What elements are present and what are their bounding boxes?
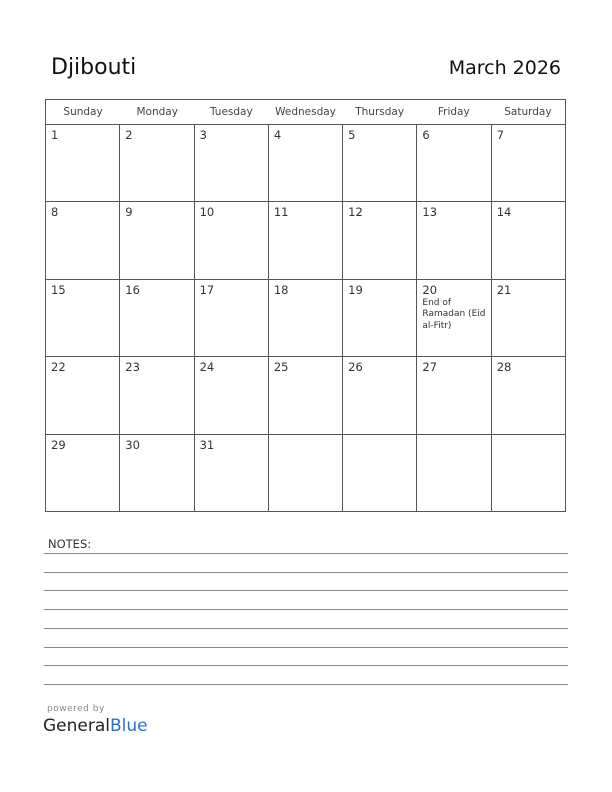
day-cell[interactable] — [195, 435, 269, 512]
day-number: 15 — [51, 282, 66, 297]
weekday-header: Friday — [437, 106, 470, 118]
day-cell[interactable] — [417, 125, 491, 201]
day-cell[interactable] — [46, 435, 120, 512]
day-cell[interactable] — [492, 357, 565, 433]
day-number: 25 — [273, 360, 289, 375]
day-number: 17 — [199, 282, 215, 297]
day-cell[interactable] — [269, 435, 343, 512]
day-cell[interactable] — [120, 202, 194, 278]
day-cell[interactable] — [269, 280, 343, 356]
day-number: 19 — [348, 282, 363, 297]
day-number: 21 — [496, 282, 512, 297]
day-number: 22 — [51, 360, 66, 375]
day-number: 26 — [348, 360, 363, 375]
weekday-header: Tuesday — [209, 106, 253, 118]
generalblue-logo[interactable] — [43, 716, 148, 736]
weekday-header: Sunday — [63, 106, 103, 118]
day-number: 9 — [125, 205, 133, 220]
day-number: 5 — [348, 128, 356, 142]
weekday-header: Monday — [136, 106, 178, 118]
day-number: 16 — [125, 282, 140, 297]
day-cell[interactable] — [343, 202, 417, 278]
country-title: Djibouti — [51, 55, 137, 80]
week-row — [46, 357, 565, 434]
day-number: 11 — [273, 205, 289, 220]
day-number: 31 — [199, 437, 215, 452]
weekday-header: Wednesday — [275, 106, 336, 118]
day-cell[interactable] — [417, 435, 491, 512]
day-number: 2 — [125, 128, 133, 142]
brand-general: General — [43, 716, 110, 736]
day-cell[interactable] — [343, 357, 417, 433]
day-cell[interactable] — [492, 125, 565, 201]
day-number: 28 — [496, 360, 512, 375]
day-number: 20 — [422, 282, 438, 297]
day-number: 13 — [422, 205, 438, 220]
day-number: 18 — [273, 282, 289, 297]
day-number: 6 — [422, 128, 430, 142]
day-cell[interactable] — [417, 357, 491, 433]
week-row — [46, 280, 565, 357]
note-line — [44, 647, 568, 648]
day-cell[interactable] — [120, 125, 194, 201]
day-number: 7 — [496, 128, 505, 142]
day-number: 8 — [51, 205, 59, 220]
note-line — [44, 590, 568, 591]
day-number: 1 — [51, 128, 59, 142]
calendar-grid — [45, 99, 566, 512]
note-line — [44, 553, 568, 554]
day-cell[interactable] — [46, 125, 120, 201]
note-line — [44, 572, 568, 573]
note-line — [44, 628, 568, 629]
day-number: 30 — [125, 437, 140, 452]
day-cell[interactable] — [269, 357, 343, 433]
day-number: 10 — [199, 205, 215, 220]
month-year-title: March 2026 — [448, 57, 561, 79]
day-cell[interactable] — [492, 280, 565, 356]
day-number: 3 — [199, 128, 207, 142]
day-cell[interactable] — [343, 435, 417, 512]
day-number: 14 — [496, 205, 512, 220]
day-cell[interactable] — [195, 357, 269, 433]
day-cell[interactable] — [417, 202, 491, 278]
weekday-header: Thursday — [355, 106, 405, 118]
holiday-label: End of Ramadan (Eid al-Fitr) — [422, 297, 486, 331]
note-line — [44, 665, 568, 666]
note-line — [44, 609, 568, 610]
day-cell[interactable] — [492, 435, 565, 512]
day-cell[interactable] — [46, 357, 120, 433]
day-number: 27 — [422, 360, 438, 375]
weekday-header: Saturday — [504, 106, 552, 118]
day-number: 12 — [348, 205, 363, 220]
day-cell[interactable] — [195, 125, 269, 201]
weekday-header-row — [46, 100, 565, 125]
day-cell[interactable] — [120, 435, 194, 512]
note-line — [44, 684, 568, 685]
day-cell[interactable] — [343, 280, 417, 356]
day-cell[interactable] — [120, 357, 194, 433]
week-row — [46, 202, 565, 279]
day-cell[interactable] — [492, 202, 565, 278]
day-number: 23 — [125, 360, 140, 375]
day-cell[interactable] — [195, 202, 269, 278]
brand-blue: Blue — [110, 716, 148, 736]
day-cell[interactable] — [269, 202, 343, 278]
day-cell[interactable] — [417, 280, 491, 356]
week-row — [46, 435, 565, 512]
day-cell[interactable] — [46, 280, 120, 356]
week-row — [46, 125, 565, 202]
day-cell[interactable] — [343, 125, 417, 201]
day-number: 4 — [273, 128, 282, 142]
powered-by-text: powered by — [47, 704, 105, 714]
day-cell[interactable] — [46, 202, 120, 278]
day-number: 29 — [51, 437, 66, 452]
day-number: 24 — [199, 360, 215, 375]
notes-label: NOTES: — [48, 537, 92, 551]
day-cell[interactable] — [195, 280, 269, 356]
day-cell[interactable] — [269, 125, 343, 201]
day-cell[interactable] — [120, 280, 194, 356]
